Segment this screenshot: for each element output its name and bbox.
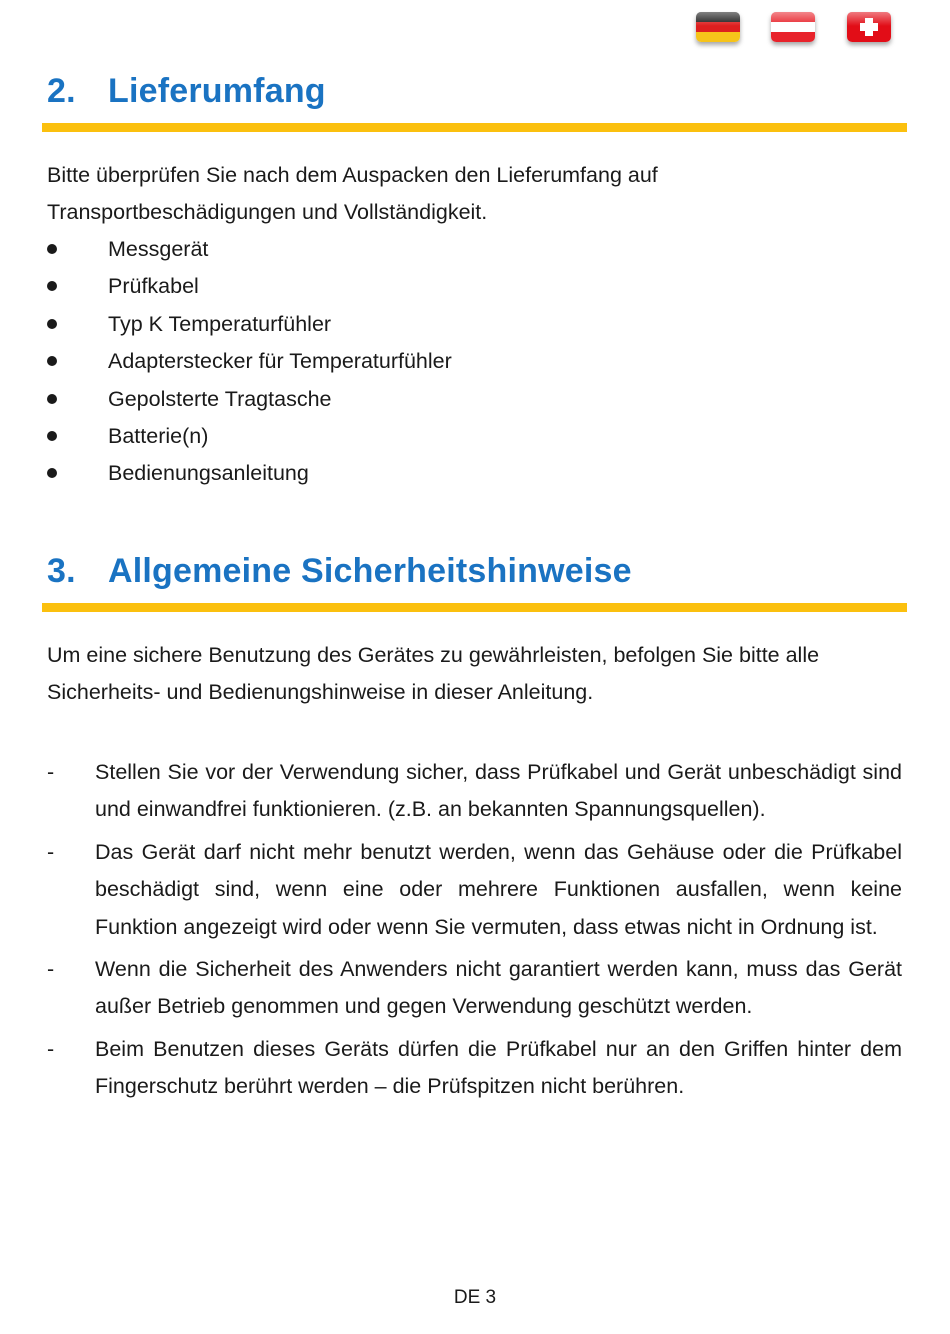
section-2-title: Lieferumfang [108, 72, 326, 110]
section-3-number: 3. [47, 552, 76, 590]
list-item: Gepolsterte Tragtasche [47, 381, 452, 418]
section-2-intro: Bitte überprüfen Sie nach dem Auspacken den Lieferumfang auf Transportbeschädigungen und Vollständigkeit. [47, 163, 658, 224]
bullet-icon [47, 356, 57, 366]
bullet-icon [47, 244, 57, 254]
dash-marker: - [47, 839, 55, 864]
section-3-title: Allgemeine Sicherheitshinweise [108, 552, 632, 590]
bullet-icon [47, 319, 57, 329]
section-2-number: 2. [47, 72, 76, 110]
dash-marker: - [47, 1036, 55, 1061]
delivery-contents-list [47, 231, 452, 493]
safety-notes-list [47, 754, 902, 1111]
list-item: Bedienungsanleitung [47, 455, 452, 492]
list-item: - Das Gerät darf nicht mehr benutzt werden, wenn das Gehäuse oder die Prüfkabel beschädigt sind, wenn eine oder mehrere Funktionen ausfallen, wenn keine Funktion angezeigt wird oder wenn Sie vermuten, dass etwas nicht in Ordnung ist. [47, 834, 902, 946]
bullet-icon [47, 468, 57, 478]
dash-marker: - [47, 957, 55, 982]
bullet-icon [47, 431, 57, 441]
section-2-heading [47, 72, 326, 111]
list-item: - Wenn die Sicherheit des Anwenders nicht garantiert werden kann, muss das Gerät außer Betrieb genommen und gegen Verwendung geschützt werden. [47, 951, 902, 1026]
language-flags [696, 12, 896, 46]
section-3-divider [42, 603, 907, 612]
section-3-heading [47, 552, 632, 591]
bullet-icon [47, 394, 57, 404]
page-number: DE 3 [453, 1287, 497, 1308]
section-3-intro: Um eine sichere Benutzung des Gerätes zu gewährleisten, befolgen Sie bitte alle Sicherheits- und Bedienungshinweise in dieser Anleitung. [47, 643, 820, 704]
list-item: Adapterstecker für Temperaturfühler [47, 343, 452, 380]
list-item: Prüfkabel [47, 268, 452, 305]
list-item: - Stellen Sie vor der Verwendung sicher, dass Prüfkabel und Gerät unbeschädigt sind und einwandfrei funktionieren. (z.B. an bekannten Spannungsquellen). [47, 754, 902, 829]
list-item: Batterie(n) [47, 418, 452, 455]
section-2-divider [42, 123, 907, 132]
germany-flag-icon[interactable] [696, 12, 740, 42]
bullet-icon [47, 281, 57, 291]
list-item: - Beim Benutzen dieses Geräts dürfen die Prüfkabel nur an den Griffen hinter dem Fingerschutz berührt werden – die Prüfspitzen nicht berühren. [47, 1031, 902, 1106]
switzerland-flag-icon[interactable] [847, 12, 891, 42]
list-item: Typ K Temperaturfühler [47, 306, 452, 343]
dash-marker: - [47, 760, 55, 784]
list-item: Messgerät [47, 231, 452, 268]
austria-flag-icon[interactable] [771, 12, 815, 42]
